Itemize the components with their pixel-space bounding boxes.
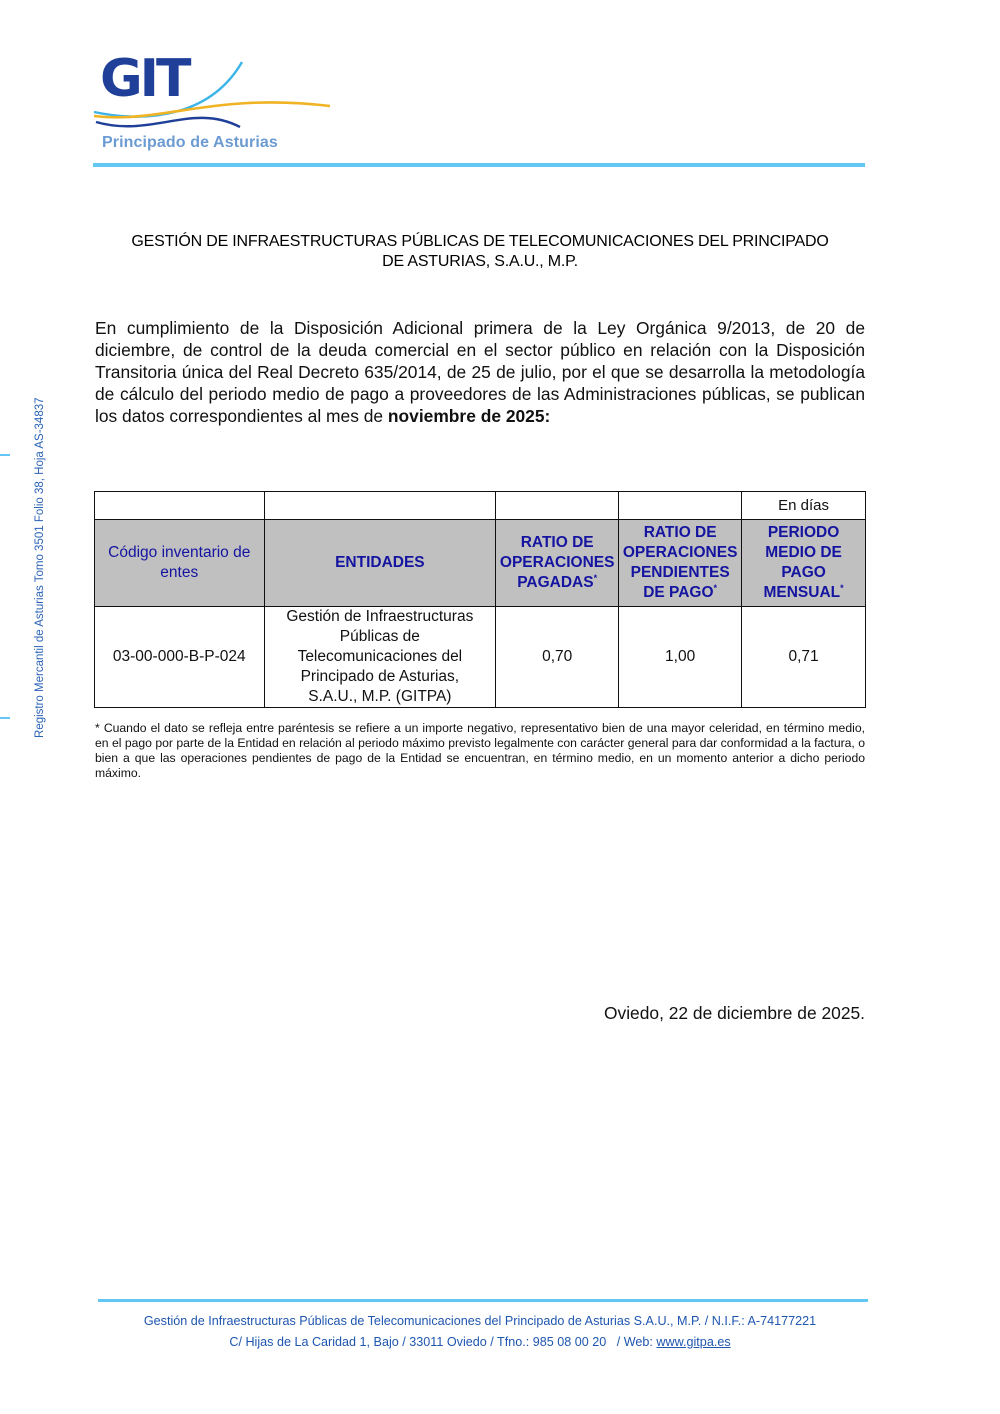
website-link[interactable]: www.gitpa.es: [656, 1335, 731, 1349]
unit-row: [95, 492, 866, 520]
cell-ratio-pendientes: 1,00: [619, 607, 742, 708]
pmp-table: [94, 491, 866, 708]
cell-ratio-pagadas: 0,70: [496, 607, 619, 708]
fold-mark: [0, 454, 10, 456]
col-header-codigo: Código inventario de entes: [95, 520, 265, 607]
cell-entidad: Gestión de Infraestructuras Públicas de Telecomunicaciones del Principado de Asturias, S.A.U., M.P. (GITPA): [264, 607, 496, 708]
intro-paragraph: [95, 317, 865, 427]
col-header-ratio-pagadas: RATIO DE OPERACIONES PAGADAS*: [496, 520, 619, 607]
logo-text: GIT: [100, 52, 189, 109]
unit-label: En días: [742, 492, 866, 520]
title-line-2: DE ASTURIAS, S.A.U., M.P.: [382, 253, 578, 270]
col-header-entidades: ENTIDADES: [264, 520, 496, 607]
table-header-row: [95, 520, 866, 607]
footer-address-line: C/ Hijas de La Caridad 1, Bajo / 33011 Oviedo / Tfno.: 985 08 00 20 / Web: www.gitpa.es: [229, 1335, 731, 1349]
col-header-pmp-mensual: PERIODO MEDIO DE PAGO MENSUAL*: [742, 520, 866, 607]
col-header-ratio-pendientes: RATIO DE OPERACIONES PENDIENTES DE PAGO*: [619, 520, 742, 607]
cell-pmp-mensual: 0,71: [742, 607, 866, 708]
reporting-period: noviembre de 2025:: [387, 406, 551, 426]
logo-subtitle: Principado de Asturias: [102, 134, 278, 151]
fold-mark: [0, 717, 10, 719]
footer-company-line: Gestión de Infraestructuras Públicas de Telecomunicaciones del Principado de Asturias S.A.U., M.P. / N.I.F.: A-74177221: [143, 1314, 817, 1328]
header-divider: [93, 163, 865, 167]
footer-divider: [98, 1299, 868, 1302]
place-date: Oviedo, 22 de diciembre de 2025.: [603, 1003, 865, 1023]
intro-text: En cumplimiento de la Disposición Adicional primera de la Ley Orgánica 9/2013, de 20 de diciembre, de control de la deuda comercial en el sector público en relación con la Disposición Transitoria única del Real Decreto 635/2014, de 25 de julio, por el que se desarrolla la metodología de cálculo del periodo medio de pago a proveedores de las Administraciones públicas, se publican los datos correspondientes al mes de: [95, 318, 865, 426]
footer: [95, 1311, 865, 1353]
cell-codigo: 03-00-000-B-P-024: [95, 607, 265, 708]
footnote: * Cuando el dato se refleja entre paréntesis se refiere a un importe negativo, representativo bien de una mayor celeridad, en término medio, en el pago por parte de la Entidad en relación al periodo máximo previsto legalmente con carácter general para dar conformidad a la factura, o bien a que las operaciones pendientes de pago de la Entidad se encuentran, en término medio, en un momento anterior a dicho periodo máximo.: [95, 721, 865, 780]
table-row: [95, 607, 866, 708]
registry-info: Registro Mercantil de Asturias Tomo 3501 Folio 38, Hoja AS-34837: [34, 397, 46, 738]
title-line-1: GESTIÓN DE INFRAESTRUCTURAS PÚBLICAS DE TELECOMUNICACIONES DEL PRINCIPADO: [131, 233, 829, 250]
document-title: [95, 232, 865, 272]
